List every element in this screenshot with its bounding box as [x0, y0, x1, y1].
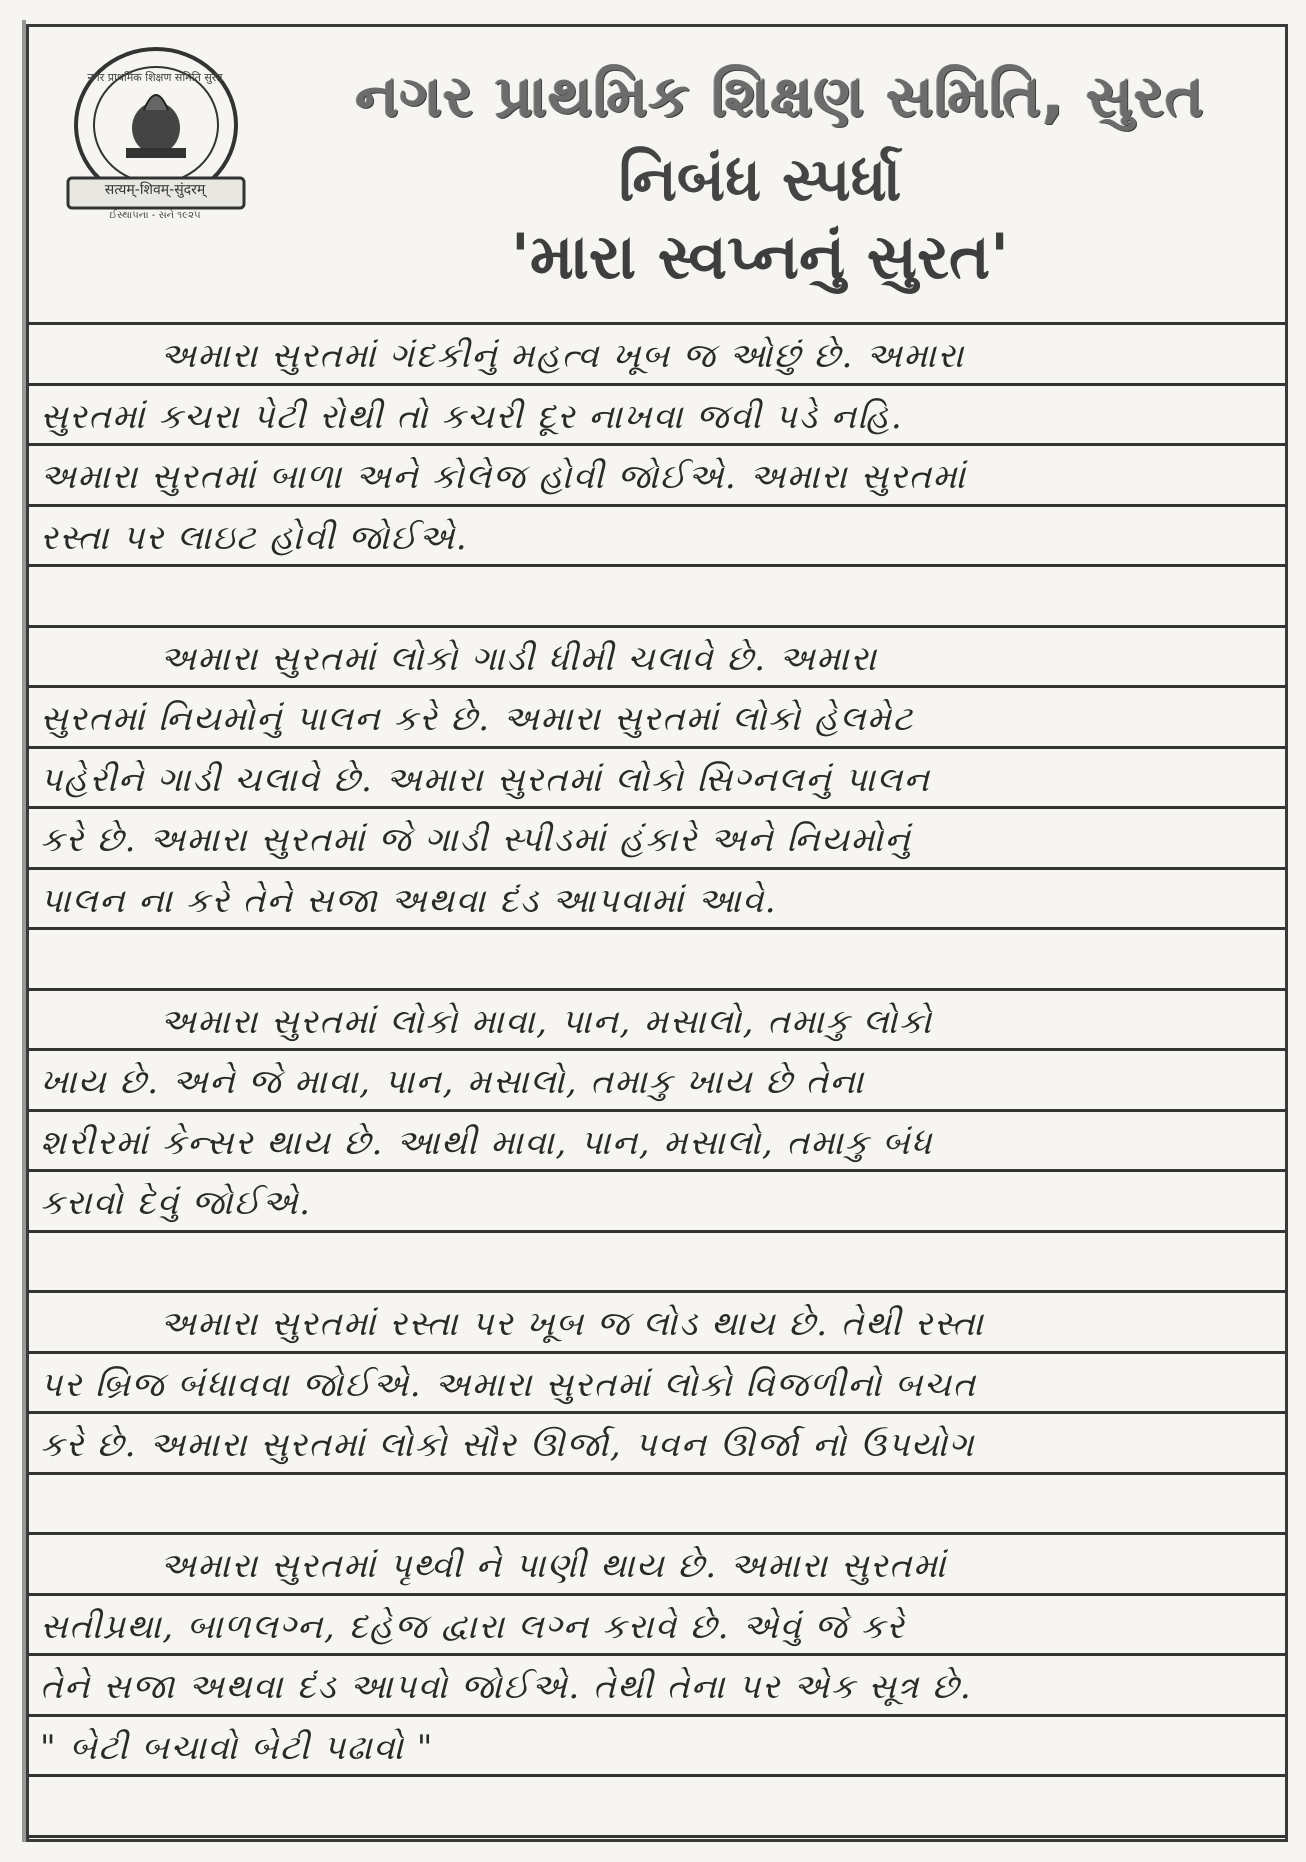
essay-line: સુરતમાં નિયમોનું પાલન કરે છે. અમારા સુરતમાં લોકો હેલમેટ: [40, 699, 914, 739]
seal-caption: ઈસ્થાપના - સને ૧૯૨૫: [109, 210, 201, 221]
organization-title: નગર પ્રાથમિક શિક્ષણ સમિતિ, સુરત: [355, 62, 1205, 130]
essay-line: અમારા સુરતમાં રસ્તા પર ખૂબ જ લોડ થાય છે. તેથી રસ્તા: [160, 1304, 985, 1344]
essay-line: અમારા સુરતમાં ગંદકીનું મહત્વ ખૂબ જ ઓછું છે. અમારા: [160, 336, 965, 376]
ruled-line: [28, 806, 1286, 809]
ruled-line: [28, 625, 1286, 628]
essay-line: પહેરીને ગાડી ચલાવે છે. અમારા સુરતમાં લોકો સિગ્નલનું પાલન: [40, 760, 931, 800]
ruled-line: [28, 443, 1286, 446]
essay-line: ખાય છે. અને જે માવા, પાન, મસાલો, તમાકુ ખાય છે તેના: [40, 1062, 865, 1102]
essay-line: અમારા સુરતમાં લોકો ગાડી ધીમી ચલાવે છે. અમારા: [160, 639, 878, 679]
ruled-line: [28, 1714, 1286, 1717]
ruled-line: [28, 1230, 1286, 1233]
ruled-line: [28, 746, 1286, 749]
essay-line: અમારા સુરતમાં પૃથ્વી ને પાણી થાય છે. અમારા સુરતમાં: [160, 1546, 947, 1586]
ruled-line: [28, 1351, 1286, 1354]
ruled-line: [28, 1472, 1286, 1475]
ruled-line: [28, 1048, 1286, 1051]
essay-line: તેને સજા અથવા દંડ આપવો જોઈએ. તેથી તેના પર એક સૂત્ર છે.: [40, 1667, 973, 1707]
ruled-line: [28, 1109, 1286, 1112]
ruled-line: [28, 1411, 1286, 1414]
essay-line: " બેટી બચાવો બેટી પઢાવો ": [40, 1728, 434, 1768]
seal-text-top: नगर प्राथमिक शिक्षण समिति सुरत: [87, 71, 223, 84]
ruled-line: [28, 564, 1286, 567]
ruled-line: [28, 383, 1286, 386]
ruled-line: [28, 1835, 1286, 1838]
essay-line: પર બ્રિજ બંધાવવા જોઈએ. અમારા સુરતમાં લોકો વિજળીનો બચત: [40, 1365, 977, 1405]
essay-line: કરે છે. અમારા સુરતમાં જે ગાડી સ્પીડમાં હંકારે અને નિયમોનું: [40, 820, 912, 860]
ruled-line: [28, 685, 1286, 688]
ruled-line: [28, 1290, 1286, 1293]
ruled-line: [28, 1169, 1286, 1172]
ruled-line: [28, 1593, 1286, 1596]
essay-line: સુરતમાં કચરા પેટી રોથી તો કચરી દૂર નાખવા જવી પડે નહિ.: [40, 397, 904, 437]
essay-title: 'મારા સ્વપ્નનું સુરત': [510, 220, 1010, 293]
ruled-line: [28, 1774, 1286, 1777]
essay-line: અમારા સુરતમાં બાળા અને કોલેજ હોવી જોઈએ. અમારા સુરતમાં: [40, 457, 967, 497]
essay-line: સતીપ્રથા, બાળલગ્ન, દહેજ દ્વારા લગ્ન કરાવે છે. એવું જે કરે: [40, 1607, 906, 1647]
page-header: [40, 30, 1280, 320]
ruled-line: [28, 867, 1286, 870]
essay-line: કરાવો દેવું જોઈએ.: [40, 1183, 312, 1223]
ruled-line: [28, 322, 1286, 325]
ruled-line: [28, 988, 1286, 991]
seal-motto: सत्यम्-शिवम्-सुंदरम्: [104, 182, 206, 198]
essay-line: શરીરમાં કેન્સર થાય છે. આથી માવા, પાન, મસાલો, તમાકુ બંધ: [40, 1123, 933, 1163]
essay-line: અમારા સુરતમાં લોકો માવા, પાન, મસાલો, તમાકુ લોકો: [160, 1002, 933, 1042]
essay-line: પાલન ના કરે તેને સજા અથવા દંડ આપવામાં આવે.: [40, 881, 778, 921]
essay-line: કરે છે. અમારા સુરતમાં લોકો સૌર ઊર્જા, પવન ઊર્જા નો ઉપયોગ: [40, 1425, 975, 1465]
ruled-line: [28, 1532, 1286, 1535]
ruled-line: [28, 1653, 1286, 1656]
essay-line: રસ્તા પર લાઇટ હોવી જોઈએ.: [40, 518, 469, 558]
ruled-line: [28, 927, 1286, 930]
ruled-line: [28, 504, 1286, 507]
competition-title: નિબંધ સ્પર્ધા: [618, 145, 902, 215]
